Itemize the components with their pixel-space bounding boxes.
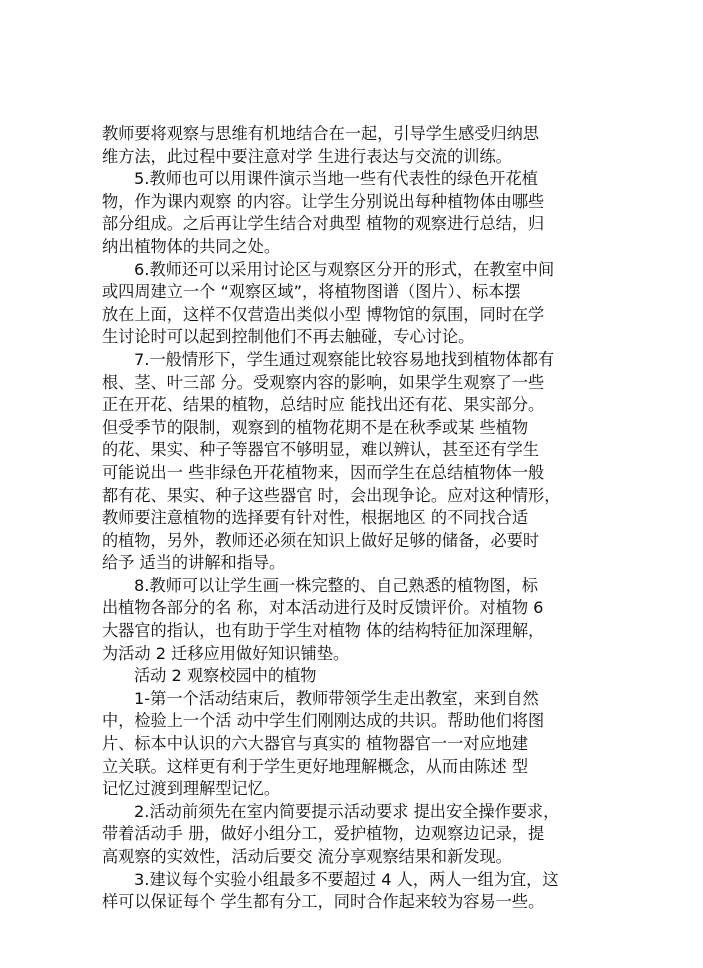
text-line: 样可以保证每个 学生都有分工，同时合作起来较为容易一些。 — [102, 892, 545, 912]
text-line: 1-第一个活动结束后，教师带领学生走出教室，来到自然 — [134, 688, 539, 708]
text-line: 记忆过渡到理解型记忆。 — [102, 779, 281, 799]
section-heading: 活动 2 观察校园中的植物 — [134, 666, 317, 686]
text-line: 纳出植物体的共同之处。 — [102, 236, 281, 256]
text-line: 教师要将观察与思维有机地结合在一起，引导学生感受归纳思 — [102, 124, 540, 143]
text-line: 放在上面，这样不仅营造出类似小型 博物馆的氛围，同时在学 — [102, 304, 545, 324]
text-line: 生讨论时可以起到控制他们不再去触碰，专心讨论。 — [102, 327, 475, 347]
text-line: 给予 适当的讲解和指导。 — [102, 553, 286, 573]
text-line: 部分组成。之后再让学生结合对典型 植物的观察进行总结，归 — [102, 214, 545, 234]
text-line: 出植物各部分的名 称，对本活动进行及时反馈评价。对植物 6 — [102, 598, 544, 618]
text-line: 带着活动手 册，做好小组分工，爱护植物，边观察边记录，提 — [102, 824, 545, 844]
text-line: 5.教师也可以用课件演示当地一些有代表性的绿色开花植 — [134, 169, 538, 189]
text-line: 6.教师还可以采用讨论区与观察区分开的形式，在教室中间 — [134, 259, 555, 279]
text-line: 正在开花、结果的植物，总结时应 能找出还有花、果实部分。 — [102, 395, 545, 415]
text-line: 2.活动前须先在室内简要提示活动要求 提出安全操作要求， — [134, 801, 560, 821]
text-line: 的花、果实、种子等器官不够明显，难以辨认，甚至还有学生 — [102, 440, 540, 460]
text-line: 维方法，此过程中要注意对学 生进行表达与交流的训练。 — [102, 146, 512, 166]
text-line: 根、茎、叶三部 分。受观察内容的影响，如果学生观察了一些 — [102, 372, 545, 392]
text-line: 3.建议每个实验小组最多不要超过 4 人，两人一组为宜，这 — [134, 869, 559, 889]
text-line: 或四周建立一个 “观察区域”，将植物图谱（图片）、标本摆 — [102, 282, 521, 302]
text-line: 的植物，另外，教师还必须在知识上做好足够的储备，必要时 — [102, 530, 540, 550]
text-line: 为活动 2 迁移应用做好知识铺垫。 — [102, 643, 350, 663]
text-line: 高观察的实效性，活动后要交 流分享观察结果和新发现。 — [102, 847, 512, 866]
text-line: 但受季节的限制，观察到的植物花期不是在秋季或某 些植物 — [102, 417, 529, 437]
text-line: 片、标本中认识的六大器官与真实的 植物器官一一对应地建 — [102, 734, 529, 754]
text-line: 都有花、果实、种子这些器官 时，会出现争论。应对这种情形， — [102, 485, 561, 505]
text-line: 立关联。这样更有利于学生更好地理解概念，从而由陈述 型 — [102, 756, 529, 776]
text-line: 8.教师可以让学生画一株完整的、自己熟悉的植物图，标 — [134, 575, 538, 595]
document-body — [102, 123, 612, 914]
text-line: 物，作为课内观察 的内容。让学生分别说出每种植物体由哪些 — [102, 191, 545, 211]
text-line: 教师要注意植物的选择要有针对性，根据地区 的不同找合适 — [102, 508, 529, 528]
text-line: 7.一般情形下，学生通过观察能比较容易地找到植物体都有 — [134, 349, 555, 369]
text-line: 可能说出一 些非绿色开花植物来，因而学生在总结植物体一般 — [102, 462, 545, 482]
text-line: 中，检验上一个活 动中学生们刚刚达成的共识。帮助他们将图 — [102, 711, 545, 731]
text-line: 大器官的指认，也有助于学生对植物 体的结构特征加深理解， — [102, 621, 545, 641]
